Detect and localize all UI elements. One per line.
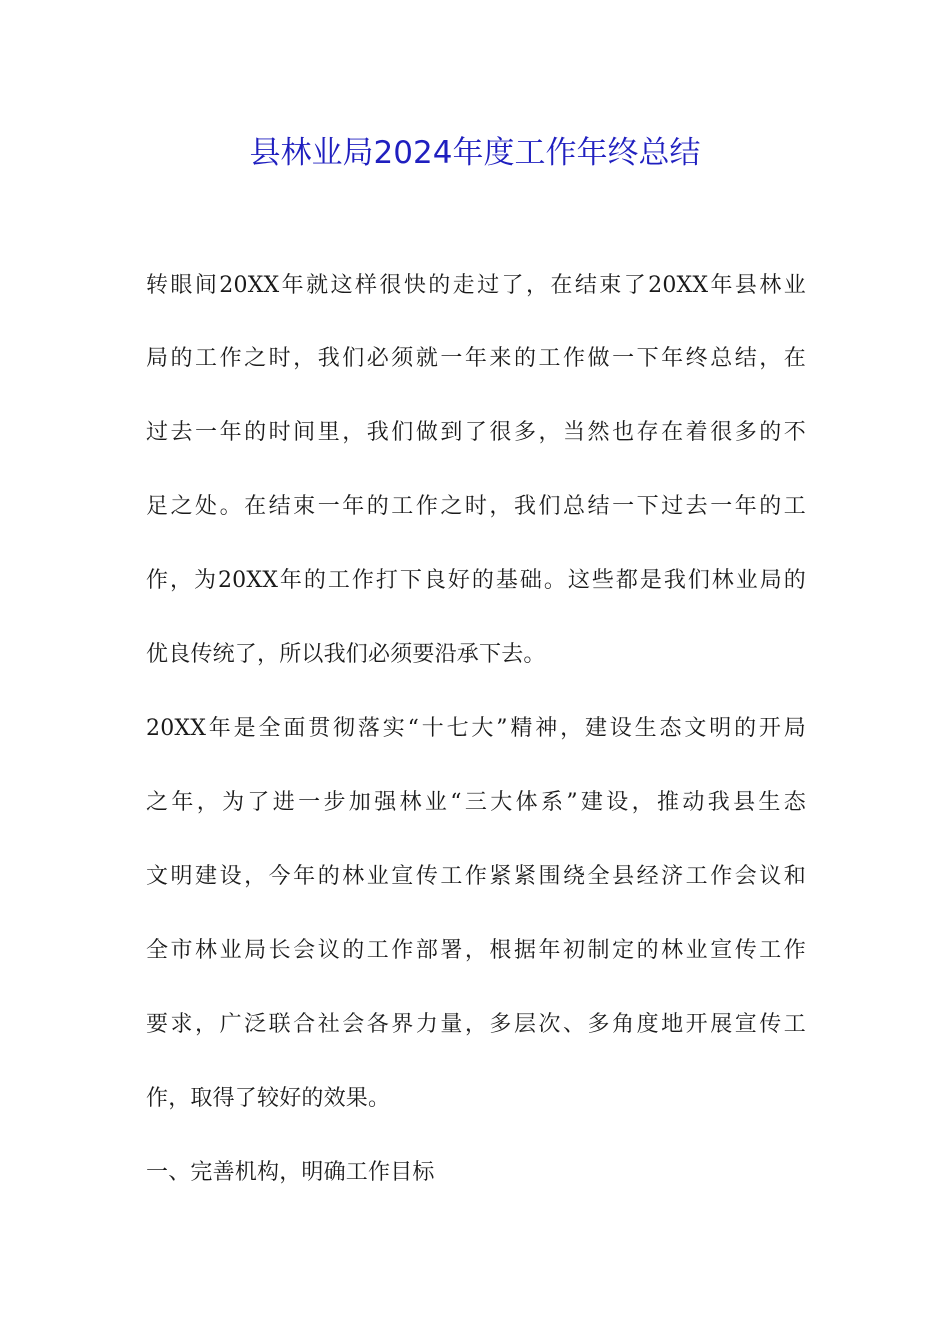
paragraph-2-line-4: 全市林业局长会议的工作部署，根据年初制定的林业宣传工作 bbox=[146, 938, 806, 963]
paragraph-2-line-3: 文明建设，今年的林业宣传工作紧紧围绕全县经济工作会议和 bbox=[146, 864, 806, 889]
paragraph-2-line-1: 20XX年是全面贯彻落实“十七大”精神，建设生态文明的开局 bbox=[146, 716, 806, 741]
document-title: 县林业局2024年度工作年终总结 bbox=[249, 135, 701, 171]
paragraph-1-line-6: 优良传统了，所以我们必须要沿承下去。 bbox=[146, 642, 546, 667]
paragraph-1-line-1: 转眼间20XX年就这样很快的走过了，在结束了20XX年县林业 bbox=[146, 273, 806, 298]
paragraph-2-line-2: 之年，为了进一步加强林业“三大体系”建设，推动我县生态 bbox=[146, 790, 806, 815]
paragraph-1-line-2: 局的工作之时，我们必须就一年来的工作做一下年终总结，在 bbox=[146, 346, 806, 371]
paragraph-2-line-5: 要求，广泛联合社会各界力量，多层次、多角度地开展宣传工 bbox=[146, 1012, 806, 1037]
section-heading-1: 一、完善机构，明确工作目标 bbox=[146, 1160, 435, 1185]
paragraph-1-line-3: 过去一年的时间里，我们做到了很多，当然也存在着很多的不 bbox=[146, 420, 806, 445]
paragraph-1-line-5: 作，为20XX年的工作打下良好的基础。这些都是我们林业局的 bbox=[146, 568, 806, 593]
paragraph-2-line-6: 作，取得了较好的效果。 bbox=[146, 1086, 391, 1111]
paragraph-1-line-4: 足之处。在结束一年的工作之时，我们总结一下过去一年的工 bbox=[146, 494, 806, 519]
